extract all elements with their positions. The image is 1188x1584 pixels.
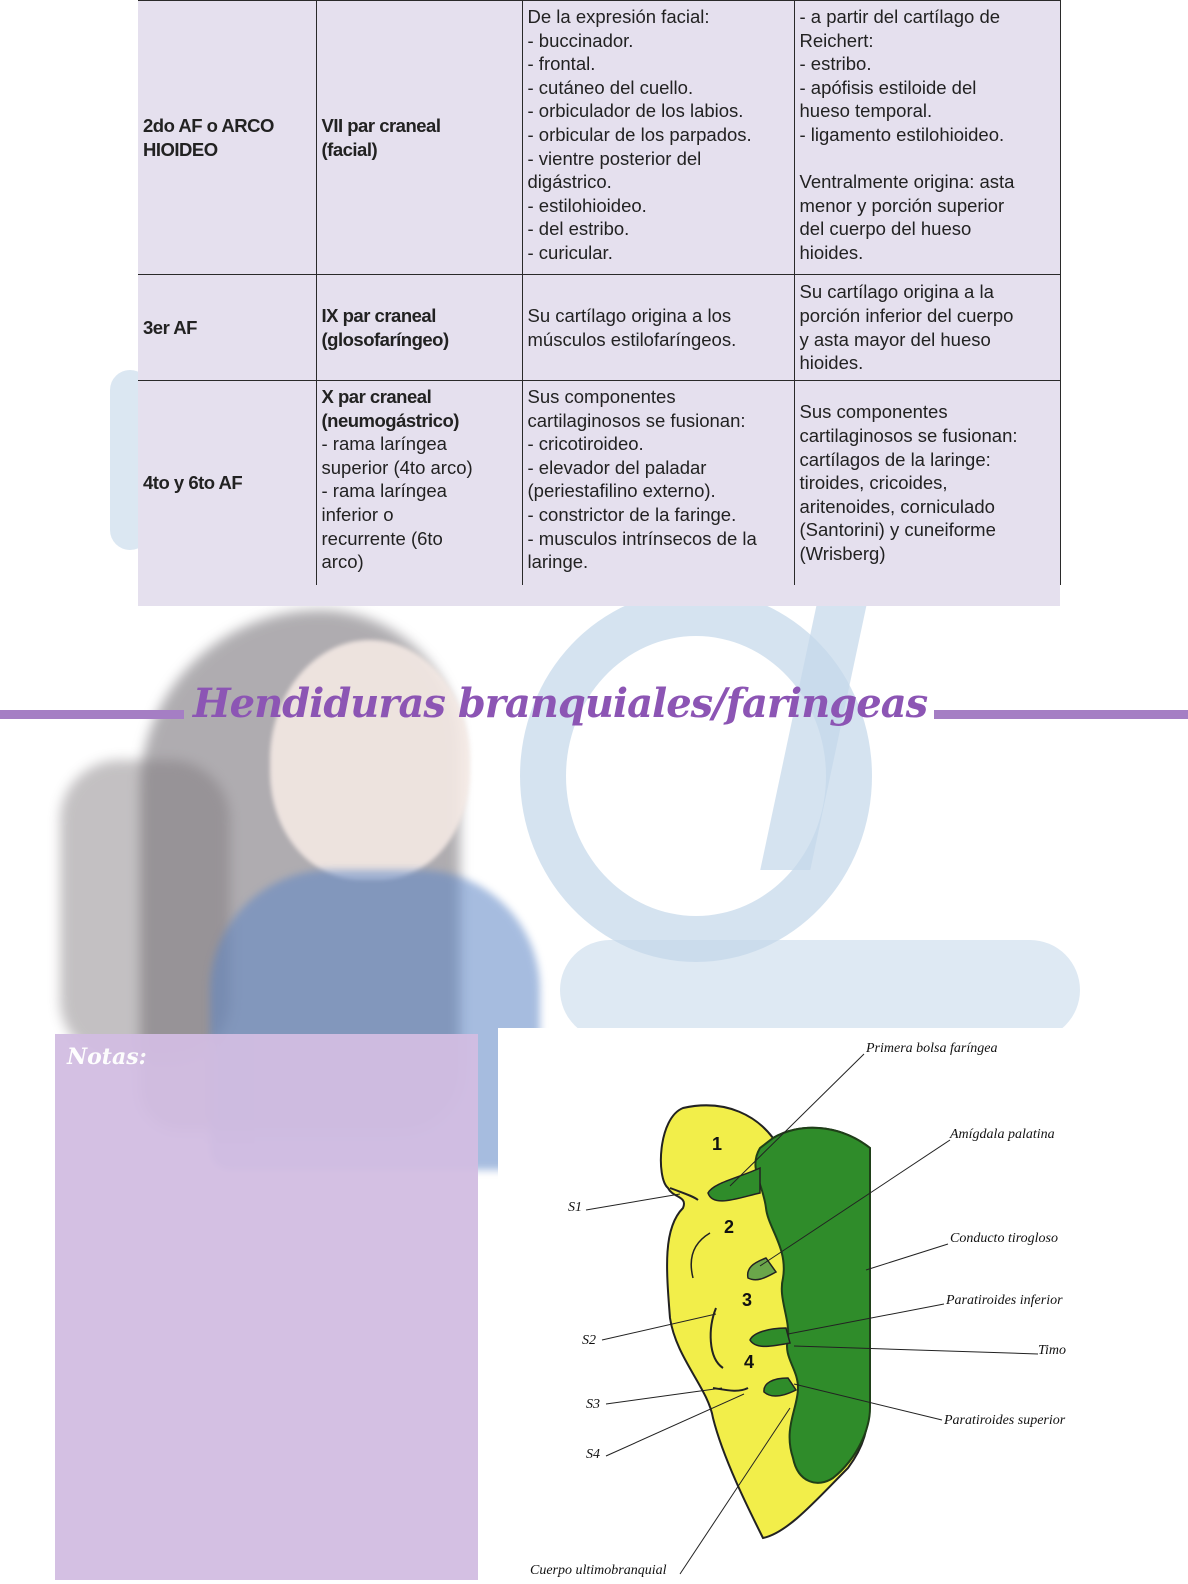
skeleton-cell: Su cartílago origina a la porción inferior del cuerpo y asta mayor del hueso hioides. [794, 275, 1060, 381]
notes-label: Notas: [67, 1044, 147, 1070]
skeleton-cell: Sus componentes cartilaginosos se fusionan: cartílagos de la laringe: tiroides, cricoides, aritenoides, corniculado (Santorini) y cuneiforme (Wrisberg) [794, 381, 1060, 586]
notes-box [55, 1034, 478, 1580]
arch-cell: 3er AF [138, 275, 316, 381]
label-primera-bolsa: Primera bolsa faríngea [866, 1041, 998, 1056]
table-row [138, 275, 1060, 381]
title-rule-left [0, 710, 184, 719]
watermark-shape [560, 940, 1080, 1040]
nerve-cell: VII par craneal (facial) [316, 1, 522, 275]
label-conducto: Conducto tirogloso [950, 1231, 1058, 1246]
diagram-svg [498, 1028, 1090, 1580]
label-s3: S3 [586, 1397, 600, 1412]
label-timo: Timo [1038, 1343, 1067, 1358]
label-amigdala: Amígdala palatina [950, 1127, 1055, 1142]
muscles-cell: De la expresión facial: - buccinador. - frontal. - cutáneo del cuello. - orbiculador de los labios. - orbicular de los parpados. - vientre posterior del digástrico. - estilohioideo. - del estribo. - curicular. [522, 1, 794, 275]
label-s4: S4 [586, 1447, 600, 1462]
watermark-figure [270, 640, 470, 880]
arch-cell: 4to y 6to AF [138, 381, 316, 586]
nerve-cell [316, 381, 522, 586]
watermark-figure [60, 760, 230, 1060]
arch-number: 2 [724, 1217, 735, 1237]
arches-table-grid [138, 0, 1061, 585]
label-paratiroides-inferior: Paratiroides inferior [946, 1293, 1063, 1308]
arch-cell: 2do AF o ARCO HIOIDEO [138, 1, 316, 275]
skeleton-cell: - a partir del cartílago de Reichert: - estribo. - apófisis estiloide del hueso temporal. - ligamento estilohioideo. Ventralmente origina: asta menor y porción superior del cuerpo del hueso hioides. [794, 1, 1060, 275]
label-s2: S2 [582, 1333, 596, 1348]
label-cuerpo-ultimobranquial: Cuerpo ultimobranquial [530, 1563, 667, 1578]
table-row [138, 1, 1060, 275]
arch-number: 3 [742, 1290, 753, 1310]
section-title: Hendiduras branquiales/faringeas [192, 680, 928, 727]
arches-table [138, 0, 1060, 606]
table-row [138, 381, 1060, 586]
label-paratiroides-superior: Paratiroides superior [944, 1413, 1066, 1428]
muscles-cell: Sus componentes cartilaginosos se fusionan: - cricotiroideo. - elevador del paladar (periestafilino externo). - constrictor de la faringe. - musculos intrínsecos de la laringe. [522, 381, 794, 586]
title-rule-right [934, 710, 1188, 719]
nerve-cell: IX par craneal (glosofaríngeo) [316, 275, 522, 381]
nerve-detail: - rama laríngea superior (4to arco) - rama laríngea inferior o recurrente (6to arco) [321, 433, 473, 573]
nerve-name: X par craneal (neumogástrico) [321, 386, 459, 431]
muscles-cell: Su cartílago origina a los músculos estilofaríngeos. [522, 275, 794, 381]
label-s1: S1 [568, 1200, 582, 1215]
pharyngeal-diagram [498, 1028, 1090, 1580]
arch-number: 1 [712, 1134, 723, 1154]
arch-number: 4 [744, 1352, 755, 1372]
